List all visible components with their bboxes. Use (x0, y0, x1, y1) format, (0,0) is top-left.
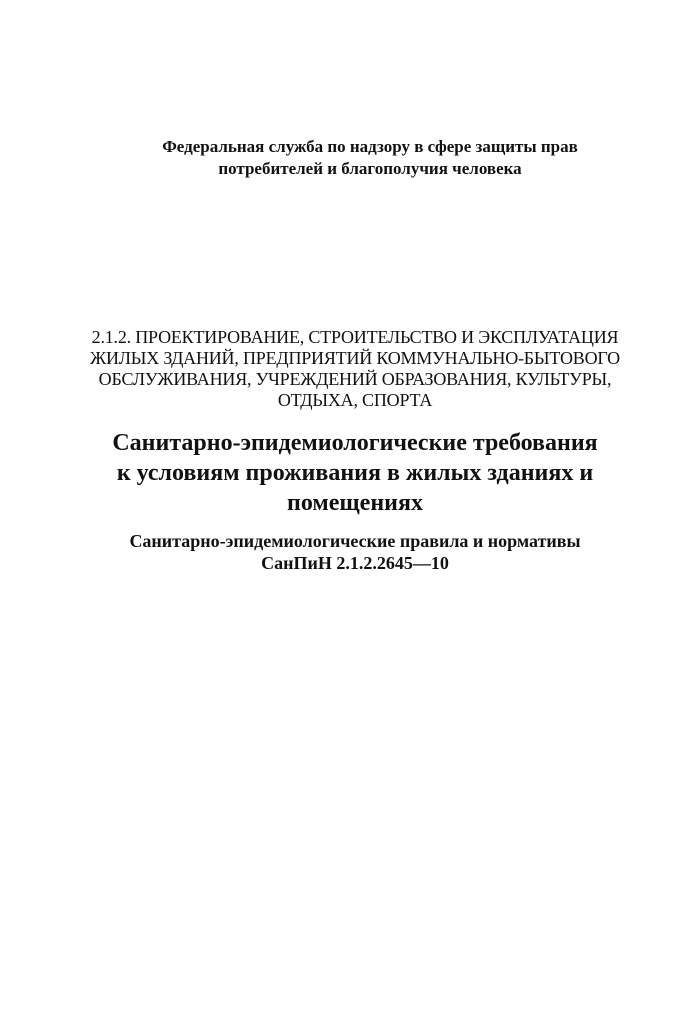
title-line-1: Санитарно-эпидемиологические требования (112, 430, 598, 456)
document-subtitle (70, 530, 640, 574)
agency-line-2: потребителей и благополучия человека (218, 159, 522, 178)
title-line-3: помещениях (287, 490, 423, 516)
document-title (70, 428, 640, 518)
subtitle-line-1: Санитарно-эпидемиологические правила и нормативы (129, 531, 581, 551)
section-line-3: ОБСЛУЖИВАНИЯ, УЧРЕЖДЕНИЙ ОБРАЗОВАНИЯ, КУЛЬТУРЫ, (98, 369, 612, 389)
section-line-1: 2.1.2. ПРОЕКТИРОВАНИЕ, СТРОИТЕЛЬСТВО И ЭКСПЛУАТАЦИЯ (91, 327, 619, 347)
section-heading (70, 327, 640, 411)
subtitle-line-2: СанПиН 2.1.2.2645—10 (261, 553, 449, 573)
section-line-4: ОТДЫХА, СПОРТА (277, 390, 433, 410)
issuing-agency (130, 136, 610, 180)
agency-line-1: Федеральная служба по надзору в сфере защиты прав (162, 137, 578, 156)
section-line-2: ЖИЛЫХ ЗДАНИЙ, ПРЕДПРИЯТИЙ КОММУНАЛЬНО-БЫТОВОГО (90, 348, 620, 368)
title-line-2: к условиям проживания в жилых зданиях и (116, 460, 594, 486)
